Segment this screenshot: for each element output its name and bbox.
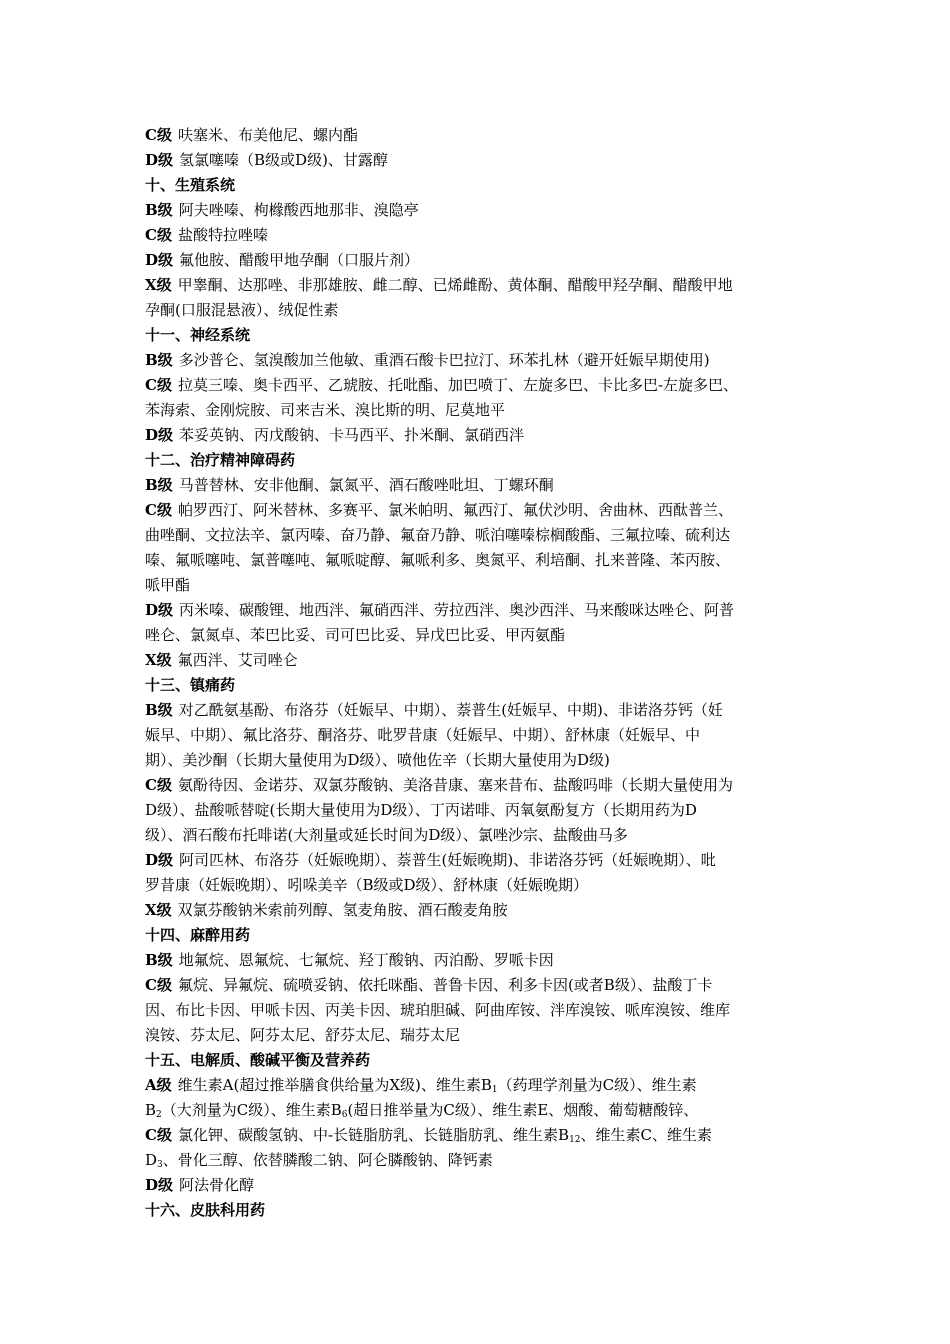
text-line xyxy=(145,1148,815,1173)
section-heading xyxy=(145,173,815,198)
subscript: 3 xyxy=(157,1160,163,1170)
line-text: 氢氯噻嗪（B级或D级)、甘露醇 xyxy=(179,151,388,169)
line-text: 期）、美沙酮（长期大量使用为D级）、喷他佐辛（长期大量使用为D级) xyxy=(145,751,610,769)
text-line xyxy=(145,198,815,223)
text-line xyxy=(145,473,815,498)
grade-label: A级 xyxy=(145,1076,172,1094)
line-text: 阿夫唑嗪、枸橼酸西地那非、溴隐亭 xyxy=(178,201,419,219)
text-line xyxy=(145,773,815,798)
line-text: 十五、电解质、酸碱平衡及营养药 xyxy=(145,1051,371,1069)
line-text: 多沙普仑、氢溴酸加兰他敏、重酒石酸卡巴拉汀、环苯扎林（避开妊娠早期使用) xyxy=(178,351,710,369)
line-text: 维生素A(超过推举膳食供给量为X级)、维生素B xyxy=(177,1076,492,1094)
text-line xyxy=(145,998,815,1023)
grade-label: X级 xyxy=(145,276,172,294)
line-text: 罗昔康（妊娠晚期）、吲哚美辛（B级或D级）、舒林康（妊娠晚期） xyxy=(145,876,589,894)
text-line xyxy=(145,423,815,448)
grade-label: C级 xyxy=(145,776,172,794)
text-line xyxy=(145,348,815,373)
line-text: B xyxy=(145,1101,157,1119)
grade-label: C级 xyxy=(145,1126,172,1144)
subscript: 2 xyxy=(156,1110,162,1120)
line-text: 苯妥英钠、丙戊酸钠、卡马西平、扑米酮、氯硝西泮 xyxy=(179,426,525,444)
text-line xyxy=(145,948,815,973)
line-text: 地氟烷、恩氟烷、七氟烷、羟丁酸钠、丙泊酚、罗哌卡因 xyxy=(178,951,554,969)
line-text: 唑仑、氯氮卓、苯巴比妥、司可巴比妥、异戊巴比妥、甲丙氨酯 xyxy=(145,626,566,644)
line-text: 因、布比卡因、甲哌卡因、丙美卡因、琥珀胆碱、阿曲库铵、泮库溴铵、哌库溴铵、维库 xyxy=(145,1001,731,1019)
line-text: 氨酚待因、金诺芬、双氯芬酸钠、美洛昔康、塞来昔布、盐酸吗啡（长期大量使用为 xyxy=(177,776,733,794)
text-line xyxy=(145,298,815,323)
line-text: 阿司匹林、布洛芬（妊娠晚期）、萘普生(妊娠晚期)、非诺洛芬钙（妊娠晚期）、吡 xyxy=(179,851,716,869)
line-text: 呋塞米、布美他尼、螺内酯 xyxy=(177,126,358,144)
grade-label: D级 xyxy=(145,151,174,169)
line-text-continued: 、维生素C、维生素 xyxy=(580,1126,712,1144)
text-line xyxy=(145,698,815,723)
grade-label: D级 xyxy=(145,251,174,269)
line-text-continued: （药理学剂量为C级）、维生素 xyxy=(497,1076,697,1094)
line-text: 阿法骨化醇 xyxy=(179,1176,255,1194)
text-line xyxy=(145,823,815,848)
subscript: 6 xyxy=(341,1110,348,1120)
subscript: 1 xyxy=(491,1085,498,1095)
line-text-continued: （大剂量为C级）、维生素B xyxy=(161,1101,342,1119)
line-text: 十、生殖系统 xyxy=(145,176,236,194)
line-text: 孕酮(口服混悬液）、绒促性素 xyxy=(145,301,339,319)
grade-label: D级 xyxy=(145,851,174,869)
text-line xyxy=(145,723,815,748)
text-line xyxy=(145,873,815,898)
text-line xyxy=(145,898,815,923)
line-text: 苯海索、金刚烷胺、司来吉米、溴比斯的明、尼莫地平 xyxy=(145,401,506,419)
subscript: 12 xyxy=(569,1135,581,1145)
text-line xyxy=(145,1098,815,1123)
text-line xyxy=(145,1123,815,1148)
grade-label: C级 xyxy=(145,976,172,994)
grade-label: B级 xyxy=(145,351,173,369)
text-line xyxy=(145,273,815,298)
line-text: 盐酸特拉唑嗪 xyxy=(177,226,268,244)
text-line xyxy=(145,1023,815,1048)
grade-label: B级 xyxy=(145,476,173,494)
text-line xyxy=(145,648,815,673)
grade-label: X级 xyxy=(145,651,172,669)
grade-label: D级 xyxy=(145,426,174,444)
line-text: 帕罗西汀、阿米替林、多赛平、氯米帕明、氟西汀、氟伏沙明、舍曲林、西酞普兰、 xyxy=(177,501,733,519)
grade-label: D级 xyxy=(145,1176,174,1194)
line-text: 溴铵、芬太尼、阿芬太尼、舒芬太尼、瑞芬太尼 xyxy=(145,1026,461,1044)
text-line xyxy=(145,848,815,873)
line-text: 十一、神经系统 xyxy=(145,326,251,344)
line-text: 甲睾酮、达那唑、非那雄胺、雌二醇、已烯雌酚、黄体酮、醋酸甲羟孕酮、醋酸甲地 xyxy=(177,276,733,294)
line-text: 十四、麻醉用药 xyxy=(145,926,251,944)
line-text: 双氯芬酸钠米索前列醇、氢麦角胺、酒石酸麦角胺 xyxy=(177,901,508,919)
line-text: 级）、酒石酸布托啡诺(大剂量或延长时间为D级）、氯唑沙宗、盐酸曲马多 xyxy=(145,826,628,844)
text-line xyxy=(145,398,815,423)
text-line xyxy=(145,223,815,248)
text-line xyxy=(145,798,815,823)
text-line xyxy=(145,548,815,573)
text-line xyxy=(145,748,815,773)
section-heading xyxy=(145,323,815,348)
section-heading xyxy=(145,923,815,948)
line-text: 拉莫三嗪、奥卡西平、乙琥胺、托吡酯、加巴喷丁、左旋多巴、卡比多巴-左旋多巴、 xyxy=(177,376,739,394)
section-heading xyxy=(145,1048,815,1073)
line-text: 曲唑酮、文拉法辛、氯丙嗪、奋乃静、氟奋乃静、哌泊噻嗪棕榈酸酯、三氟拉嗪、硫利达 xyxy=(145,526,731,544)
grade-label: C级 xyxy=(145,376,172,394)
text-line xyxy=(145,498,815,523)
text-line xyxy=(145,623,815,648)
line-text: 氟西泮、艾司唑仑 xyxy=(177,651,298,669)
text-line xyxy=(145,523,815,548)
grade-label: C级 xyxy=(145,226,172,244)
grade-label: B级 xyxy=(145,951,173,969)
document-body xyxy=(145,123,815,1223)
text-line xyxy=(145,373,815,398)
grade-label: C级 xyxy=(145,501,172,519)
line-text-continued: (超日推举量为C级）、维生素E、烟酸、葡萄糖酸锌、 xyxy=(347,1101,699,1119)
line-text: 十三、镇痛药 xyxy=(145,676,236,694)
grade-label: C级 xyxy=(145,126,172,144)
line-text-continued: 、骨化三醇、依替膦酸二钠、阿仑膦酸钠、降钙素 xyxy=(162,1151,493,1169)
line-text: 丙米嗪、碳酸锂、地西泮、氟硝西泮、劳拉西泮、奥沙西泮、马来酸咪达唑仑、阿普 xyxy=(179,601,735,619)
line-text: 娠早、中期）、氟比洛芬、酮洛芬、吡罗昔康（妊娠早、中期）、舒林康（妊娠早、中 xyxy=(145,726,701,744)
text-line xyxy=(145,973,815,998)
line-text: 十六、皮肤科用药 xyxy=(145,1201,266,1219)
grade-label: D级 xyxy=(145,601,174,619)
line-text: 氯化钾、碳酸氢钠、中-长链脂肪乳、长链脂肪乳、维生素B xyxy=(177,1126,570,1144)
grade-label: B级 xyxy=(145,701,173,719)
line-text: 氟他胺、醋酸甲地孕酮（口服片剂） xyxy=(179,251,420,269)
text-line xyxy=(145,1073,815,1098)
line-text: 十二、治疗精神障碍药 xyxy=(145,451,296,469)
text-line xyxy=(145,148,815,173)
line-text: 对乙酰氨基酚、布洛芬（妊娠早、中期）、萘普生(妊娠早、中期)、非诺洛芬钙（妊 xyxy=(178,701,723,719)
text-line xyxy=(145,123,815,148)
text-line xyxy=(145,248,815,273)
grade-label: B级 xyxy=(145,201,173,219)
line-text: D xyxy=(145,1151,158,1169)
section-heading xyxy=(145,448,815,473)
grade-label: X级 xyxy=(145,901,172,919)
line-text: 哌甲酯 xyxy=(145,576,191,594)
text-line xyxy=(145,598,815,623)
section-heading xyxy=(145,1198,815,1223)
line-text: 马普替林、安非他酮、氯氮平、酒石酸唑吡坦、丁螺环酮 xyxy=(178,476,554,494)
text-line xyxy=(145,1173,815,1198)
line-text: 氟烷、异氟烷、硫喷妥钠、依托咪酯、普鲁卡因、利多卡因(或者B级）、盐酸丁卡 xyxy=(177,976,713,994)
line-text: 嗪、氟哌噻吨、氯普噻吨、氟哌啶醇、氟哌利多、奥氮平、利培酮、扎来普隆、苯丙胺、 xyxy=(145,551,731,569)
line-text: D级）、盐酸哌替啶(长期大量使用为D级）、丁丙诺啡、丙氧氨酚复方（长期用药为D xyxy=(145,801,697,819)
text-line xyxy=(145,573,815,598)
section-heading xyxy=(145,673,815,698)
